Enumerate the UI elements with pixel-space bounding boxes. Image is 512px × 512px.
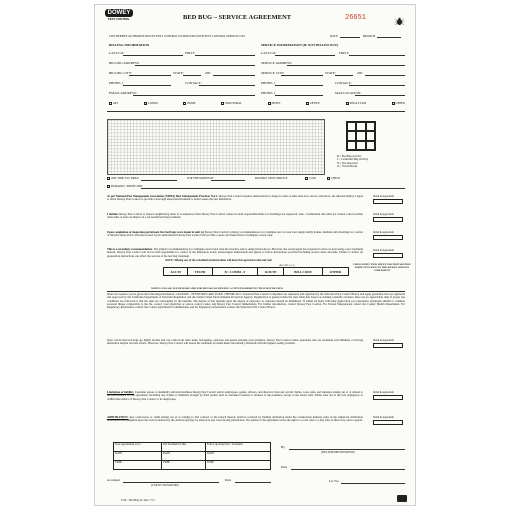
property-office[interactable]: OFFICE [306, 102, 320, 107]
initial-box-5[interactable] [373, 343, 403, 348]
service-phone-field[interactable] [275, 85, 323, 86]
client-date-line[interactable] [235, 482, 271, 483]
field-inspection-note: FIELD INSPECTION SHEET AND PREPARATION FORM ATTACHED TO THIS DEWEY SERVICE AGREEMENT [353, 263, 411, 272]
one-time-price[interactable]: ONE TIME SVC PRICE [107, 177, 139, 180]
inspection-paragraph: Upon completion of inspection performed, live bed bugs were found in unit (s) Dewey Pest Control's primary recommendation is to fumigate and /or heat treat single family homes, multiple unit dwellings for control of infested units and/or structures noted. Upon authorization Dewey Pest Control will provide a quote and instructions to fumigate or heat treat. [107, 231, 363, 238]
rep-date-label: Date [281, 465, 288, 469]
branch-label: BRANCH [363, 34, 376, 38]
billing-contact-field[interactable] [199, 85, 255, 86]
decline-paragraph: I decline Dewey Pest Control to inspect neighboring units. It is understood that Dewey Pest Control cannot be held responsible/liable for dwellings not inspected. Also, I understand that units not treated could re-infest other units or have an impact on a successful bed bug treatment. [107, 213, 363, 220]
service-phone-label: PHONE: ( [261, 81, 276, 85]
initial-label: Initial & Agreement [373, 231, 394, 234]
serial-number: 26651 [345, 14, 367, 22]
cash-checkbox[interactable]: CASH [305, 177, 316, 180]
follow-up-time-cell[interactable]: TIME: [205, 461, 270, 470]
service-first-label: FIRST: [339, 51, 350, 55]
initial-box-1[interactable] [373, 199, 403, 204]
logo-tagline: PEST CONTROL [108, 17, 130, 21]
table-header-tech: TECH# [188, 268, 212, 276]
legend-item: B = Bed Bug Activity [337, 155, 362, 158]
initial-box-3[interactable] [373, 235, 403, 240]
active-ingredients-notice: NOTICE: PLEASE SEE REVERSE SIDE FOR DETAILS OF BED BUG ACTIVE INGREDIENTS THAT MAY BE USED [151, 287, 283, 290]
remarks-label: REMARKS / INSPECTOR: [107, 185, 143, 188]
property-single-fam[interactable]: SINGLE FAM [346, 102, 367, 107]
billing-city-field[interactable] [129, 75, 171, 76]
table-header-comm: B = COMM - F [212, 268, 258, 276]
service-last-field[interactable] [275, 55, 335, 56]
billing-state-field[interactable] [183, 75, 201, 76]
billing-zip-label: ZIP: [205, 71, 212, 75]
legend-item: N = Not Inspected [337, 161, 358, 165]
service-address-label: SERVICE ADDRESS: [261, 61, 292, 65]
first-month-label: FOR THE MONTH OF [187, 177, 214, 180]
table-header-other: OTHER [322, 268, 348, 276]
bed-bug-icon [395, 13, 404, 22]
field-rep-caption: (FIELD REPRESENTATIVE) [321, 451, 356, 454]
logo-wordmark: DOWEY [105, 9, 133, 17]
property-type-row [109, 102, 405, 107]
accepted-label: Accepted [107, 478, 120, 482]
property-apt[interactable]: APT [109, 102, 118, 107]
property-home[interactable]: HOME [183, 102, 195, 107]
check-checkbox[interactable]: CHECK [327, 177, 340, 180]
billing-first-field[interactable] [195, 55, 255, 56]
payable-label: PAYABLE UPON SERVICE [255, 177, 288, 180]
service-zip-field[interactable] [365, 75, 405, 76]
service-city-label: SERVICE CITY: [261, 71, 285, 75]
service-heading: SERVICE INFORMATION (IF NOT BILLED OUT) [261, 43, 339, 47]
appointment-table [113, 442, 271, 470]
second-treatment-header: 2nd Treatment is Due [161, 443, 205, 452]
billing-zip-field[interactable] [213, 75, 255, 76]
initial-label: Initial & Agreement [373, 249, 394, 252]
service-first-field[interactable] [349, 55, 405, 56]
billing-address-label: BILLING ADDRESS: [109, 61, 140, 65]
service-state-field[interactable] [335, 75, 353, 76]
billing-last-label: LAST/CO: [109, 51, 125, 55]
remarks-field[interactable] [141, 188, 405, 189]
client-signature-caption: (CLIENT SIGNATURE) [151, 484, 179, 487]
form-code: F-96 – Bed Bug AC Rev. 7/13 [121, 499, 155, 502]
initial-label: Initial & Agreement [373, 213, 394, 216]
rep-date-line[interactable] [291, 469, 405, 470]
service-map-field[interactable] [355, 95, 405, 96]
arbitration-paragraph: ARBITRATION: Any controversy or claim arising out of or relating to this contract or the breach thereof, shall be resolved by binding arbitration under the construction industry rules of the American Arbitration Association and judgment upon the award rendered by the arbitrator(s) may be entered in any court having jurisdiction. The parties to the agreement waive the right to a court trial or a jury trial, in discovery, and to appeal. [107, 416, 363, 423]
billing-code-table [163, 267, 349, 276]
service-state-label: STATE: [325, 71, 336, 75]
billing-phone-field[interactable] [123, 85, 171, 86]
unit-key-grid [346, 121, 376, 151]
billing-email-label: EMAIL ADDRESS: [109, 91, 137, 95]
initial-label: Initial & Agreement [373, 195, 394, 198]
liability-paragraph: Limitation of liability. Customer agrees to indemnify and hold harmless Dewey Pest Control and its employees, agents, officers, and directors from any and all claims, costs, suits, and damages arising out of or related to the performance of this agreement, including any claims or liabilities brought by third parties such as customer's tenants or invitees to the premises, except to the extent such claims arise out of the sole negligence or willful misconduct of Dewey Pest Control or its employees. [107, 391, 363, 401]
date-label: DATE: [330, 34, 339, 38]
missing-dates-note: NOTE: Missing any of the scheduled treatment dates will deem this agreement null and void. [165, 259, 273, 262]
billing-address-field[interactable] [135, 65, 255, 66]
service-last-label: LAST/CO: [261, 51, 277, 55]
billing-contact-label: CONTACT: [185, 81, 202, 85]
second-time-cell[interactable]: TIME: [161, 461, 205, 470]
follow-up-header: Follow up Inspection / Treatment [205, 443, 270, 452]
legend-item: O = Vacant Room [337, 164, 358, 168]
field-rep-signature-line[interactable] [289, 449, 405, 450]
initial-box-2[interactable] [373, 217, 403, 222]
initial-label: Initial & Agreement [373, 391, 394, 394]
initial-box-4[interactable] [373, 253, 403, 258]
pesticide-caution-paragraph: State law requires you be given the following information. CAUTION – PESTICIDES ARE TOXIC CHEMICALS. Structural Pest Control Companies are registered and regulated by the Structural Pest Control Board, and apply pesticides that are registered and approved by the California Department of Pesticide Regulation and the United States Environmental Protection Agency. Registration is granted when the state finds that based on existing scientific evidence there are no appreciable risks if proper use conditions are followed or that the risks are outweighed by the benefits. The degree of risk depends upon the degree of exposure, so exposure should be minimized. If within 24 hours following application you experience symptoms similar to common seasonal illness comparable to the flu, contact your physician or poison control center and Dewey Pest Control immediately. For further information, contact Dewey Pest Control. For Poison Emergencies contact the County Health Department. For Regulatory Information contact the County Agricultural Commissioner and for Regulatory Information contact the Structural Pest Control Board. [107, 293, 405, 310]
billing-email-field[interactable] [133, 95, 255, 96]
service-contact-label: CONTACT: [335, 81, 352, 85]
client-signature-line[interactable] [123, 482, 219, 483]
initial-label: Initial & Agreement [373, 416, 394, 419]
property-condo[interactable]: CONDO [144, 102, 158, 107]
dewey-logo [105, 9, 133, 23]
appointment-header: Your appointment is for [114, 443, 162, 452]
initial-box-6[interactable] [373, 395, 403, 400]
property-other[interactable]: OTHER [392, 102, 405, 107]
legend-item: I = Confirmed Bug Activity [337, 158, 369, 162]
table-header-route: ROUTE [258, 268, 284, 276]
client-date-label: Date [225, 478, 232, 482]
billing-state-label: STATE: [173, 71, 184, 75]
initial-box-7[interactable] [373, 420, 403, 425]
service-address-field[interactable] [287, 65, 405, 66]
guarantee-note-paragraph: Note: Given that bed bugs are highly mobile and can come from other units, belongings, suitcases and guests entering your premises, Dewey Pest Control cannot guarantee that our treatment will eliminate a bed bug infestation despite our best efforts. However, Dewey Pest Control will assure the treatment provided meets the industry standards with the highest quality possible. [107, 339, 363, 346]
service-zip-label: ZIP: [357, 71, 364, 75]
npma-paragraph: As per National Pest Management Association (NPMA) Best Management Practices NA 5. Dewey Pest Control requires authorization to inspect rooms or units next door, above, and below, the infested unit(s). I agree to allow Dewey Pest Control to provide a thorough inspection/treatment to better assess the pest infestation. [107, 195, 363, 202]
table-top-label: (BRAND AAA) [279, 264, 295, 267]
billing-city-label: BILLING CITY: [109, 71, 132, 75]
service-city-field[interactable] [281, 75, 323, 76]
billing-first-label: FIRST: [185, 51, 196, 55]
recycle-icon [397, 495, 407, 502]
license-line[interactable] [341, 483, 405, 484]
property-industrial[interactable]: INDUSTRIAL [221, 102, 242, 107]
service-phone2-label: PHONE: ( [261, 91, 276, 95]
second-date-cell[interactable]: DATE: [161, 452, 205, 461]
service-agreement-form [94, 4, 416, 506]
appointment-date-cell[interactable]: DATE: [114, 452, 162, 461]
table-header-acct: ACCT# [164, 268, 188, 276]
follow-up-date-cell[interactable]: DATE: [205, 452, 270, 461]
billing-heading: BILLING INFORMATION [109, 43, 150, 47]
secondary-paragraph: This is a secondary recommendation. The primary recommendation is to fumigate and/or heat treat the structure and/or unit(s) listed above. However, the owner/agent has requested to have us treat using a spot treatment instead. Dewey Pest Control will not be held responsible for control of the infestation noted. Owner/agent understands and agrees to follow instructions provided including service dates and time. Failure to follow all preparation instructions can affect the success of the bed bug treatment. [107, 248, 363, 258]
license-label: Lic No. [329, 479, 340, 483]
billing-last-field[interactable] [123, 55, 183, 56]
authorize-text: I/WE HEREBY AUTHORIZE DEWEY PEST CONTROL TO PROCEED WITH PEST CONTROL SERVICES ON: [109, 34, 246, 38]
service-phone2-field[interactable] [275, 95, 323, 96]
inspection-grid[interactable] [107, 119, 325, 175]
appointment-time-cell[interactable]: TIME: [114, 461, 162, 470]
grid-legend [337, 155, 368, 168]
service-contact-field[interactable] [349, 85, 405, 86]
billing-phone-label: PHONE: ( [109, 81, 124, 85]
table-header-bill-code: BILL CODE [284, 268, 323, 276]
by-label: By [281, 445, 285, 449]
service-map-label: MAP LOCATION: [335, 91, 361, 95]
form-title: BED BUG – SERVICE AGREEMENT [183, 14, 292, 21]
property-hotel[interactable]: HOTEL [268, 102, 281, 107]
initial-label: Initial & Agreement [373, 339, 394, 342]
